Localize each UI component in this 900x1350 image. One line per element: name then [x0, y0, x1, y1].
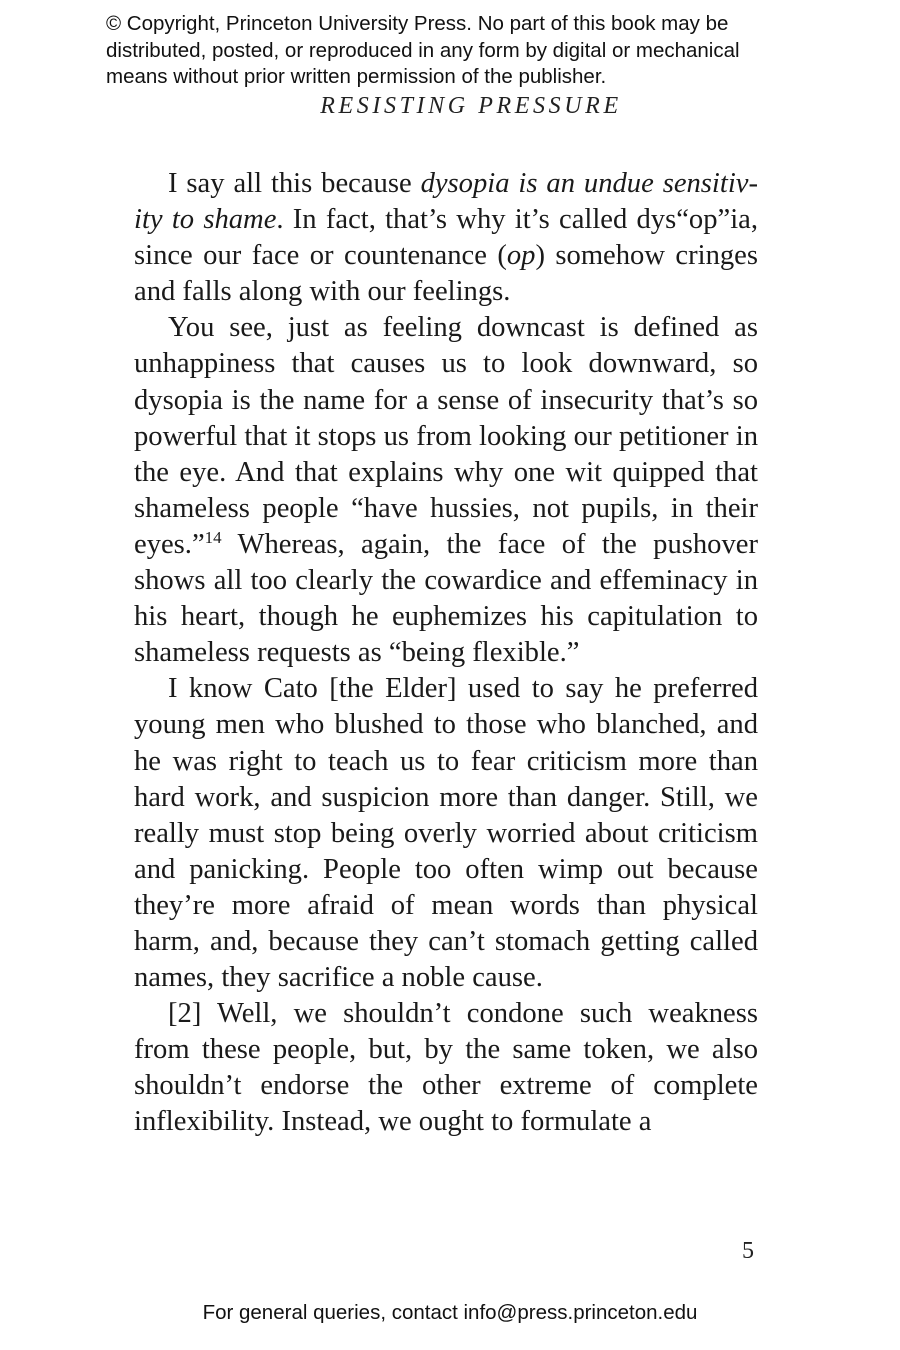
paragraph-2-text-b: Whereas, again, the face of the pushover shows all too clearly the cowardice and effeminacy in his heart, though he euphemizes his capitulation to shameless requests as “being flexible.”: [134, 528, 758, 669]
paragraph-4: [2] Well, we shouldn’t condone such weakness from these people, but, by the same token, we also shouldn’t endorse the other extreme of complete inflexibility. Instead, we ought to formulate a: [134, 998, 758, 1138]
copyright-notice: © Copyright, Princeton University Press. No part of this book may be distributed, posted, or reproduced in any form by digital or mechanical means without prior written permission of the publisher.: [106, 12, 740, 88]
paragraph-2: [134, 310, 758, 671]
footer-contact: For general queries, contact info@press.princeton.edu: [202, 1301, 698, 1324]
body-text: [134, 166, 758, 1141]
paragraph-1-text-a: I say all this because: [168, 168, 421, 199]
page-number: 5: [742, 1238, 754, 1264]
paragraph-2-text-a: You see, just as feeling downcast is defined as unhappiness that causes us to look downward, so dysopia is the name for a sense of insecurity that’s so powerful that it stops us from looking our petitioner in the eye. And that explains why one wit quipped that shameless people “have hussies, not pupils, in their eyes.”: [134, 312, 758, 560]
paragraph-1: [134, 166, 758, 310]
paragraph-1-emphasis-op: op: [506, 240, 536, 272]
paragraph-1-text-c: ) somehow cringes and falls along with our feelings.: [134, 240, 758, 308]
paragraph-3: I know Cato [the Elder] used to say he preferred young men who blushed to those who blanched, and he was right to teach us to fear criticism more than hard work, and suspicion more than danger. Still, we really must stop being overly worried about criticism and panicking. People too often wimp out because they’re more afraid of mean words than physical harm, and, because they can’t stomach getting called names, they sacrifice a noble cause.: [134, 673, 758, 994]
footnote-marker-14: 14: [204, 527, 222, 547]
paragraph-1-text-b: . In fact, that’s why it’s called dys“op”ia, since our face or countenance (: [134, 204, 758, 272]
paragraph-1-emphasis-dysopia: dysopia is an undue sensitivity to shame: [134, 168, 758, 236]
running-head: RESISTING PRESSURE: [320, 93, 622, 119]
